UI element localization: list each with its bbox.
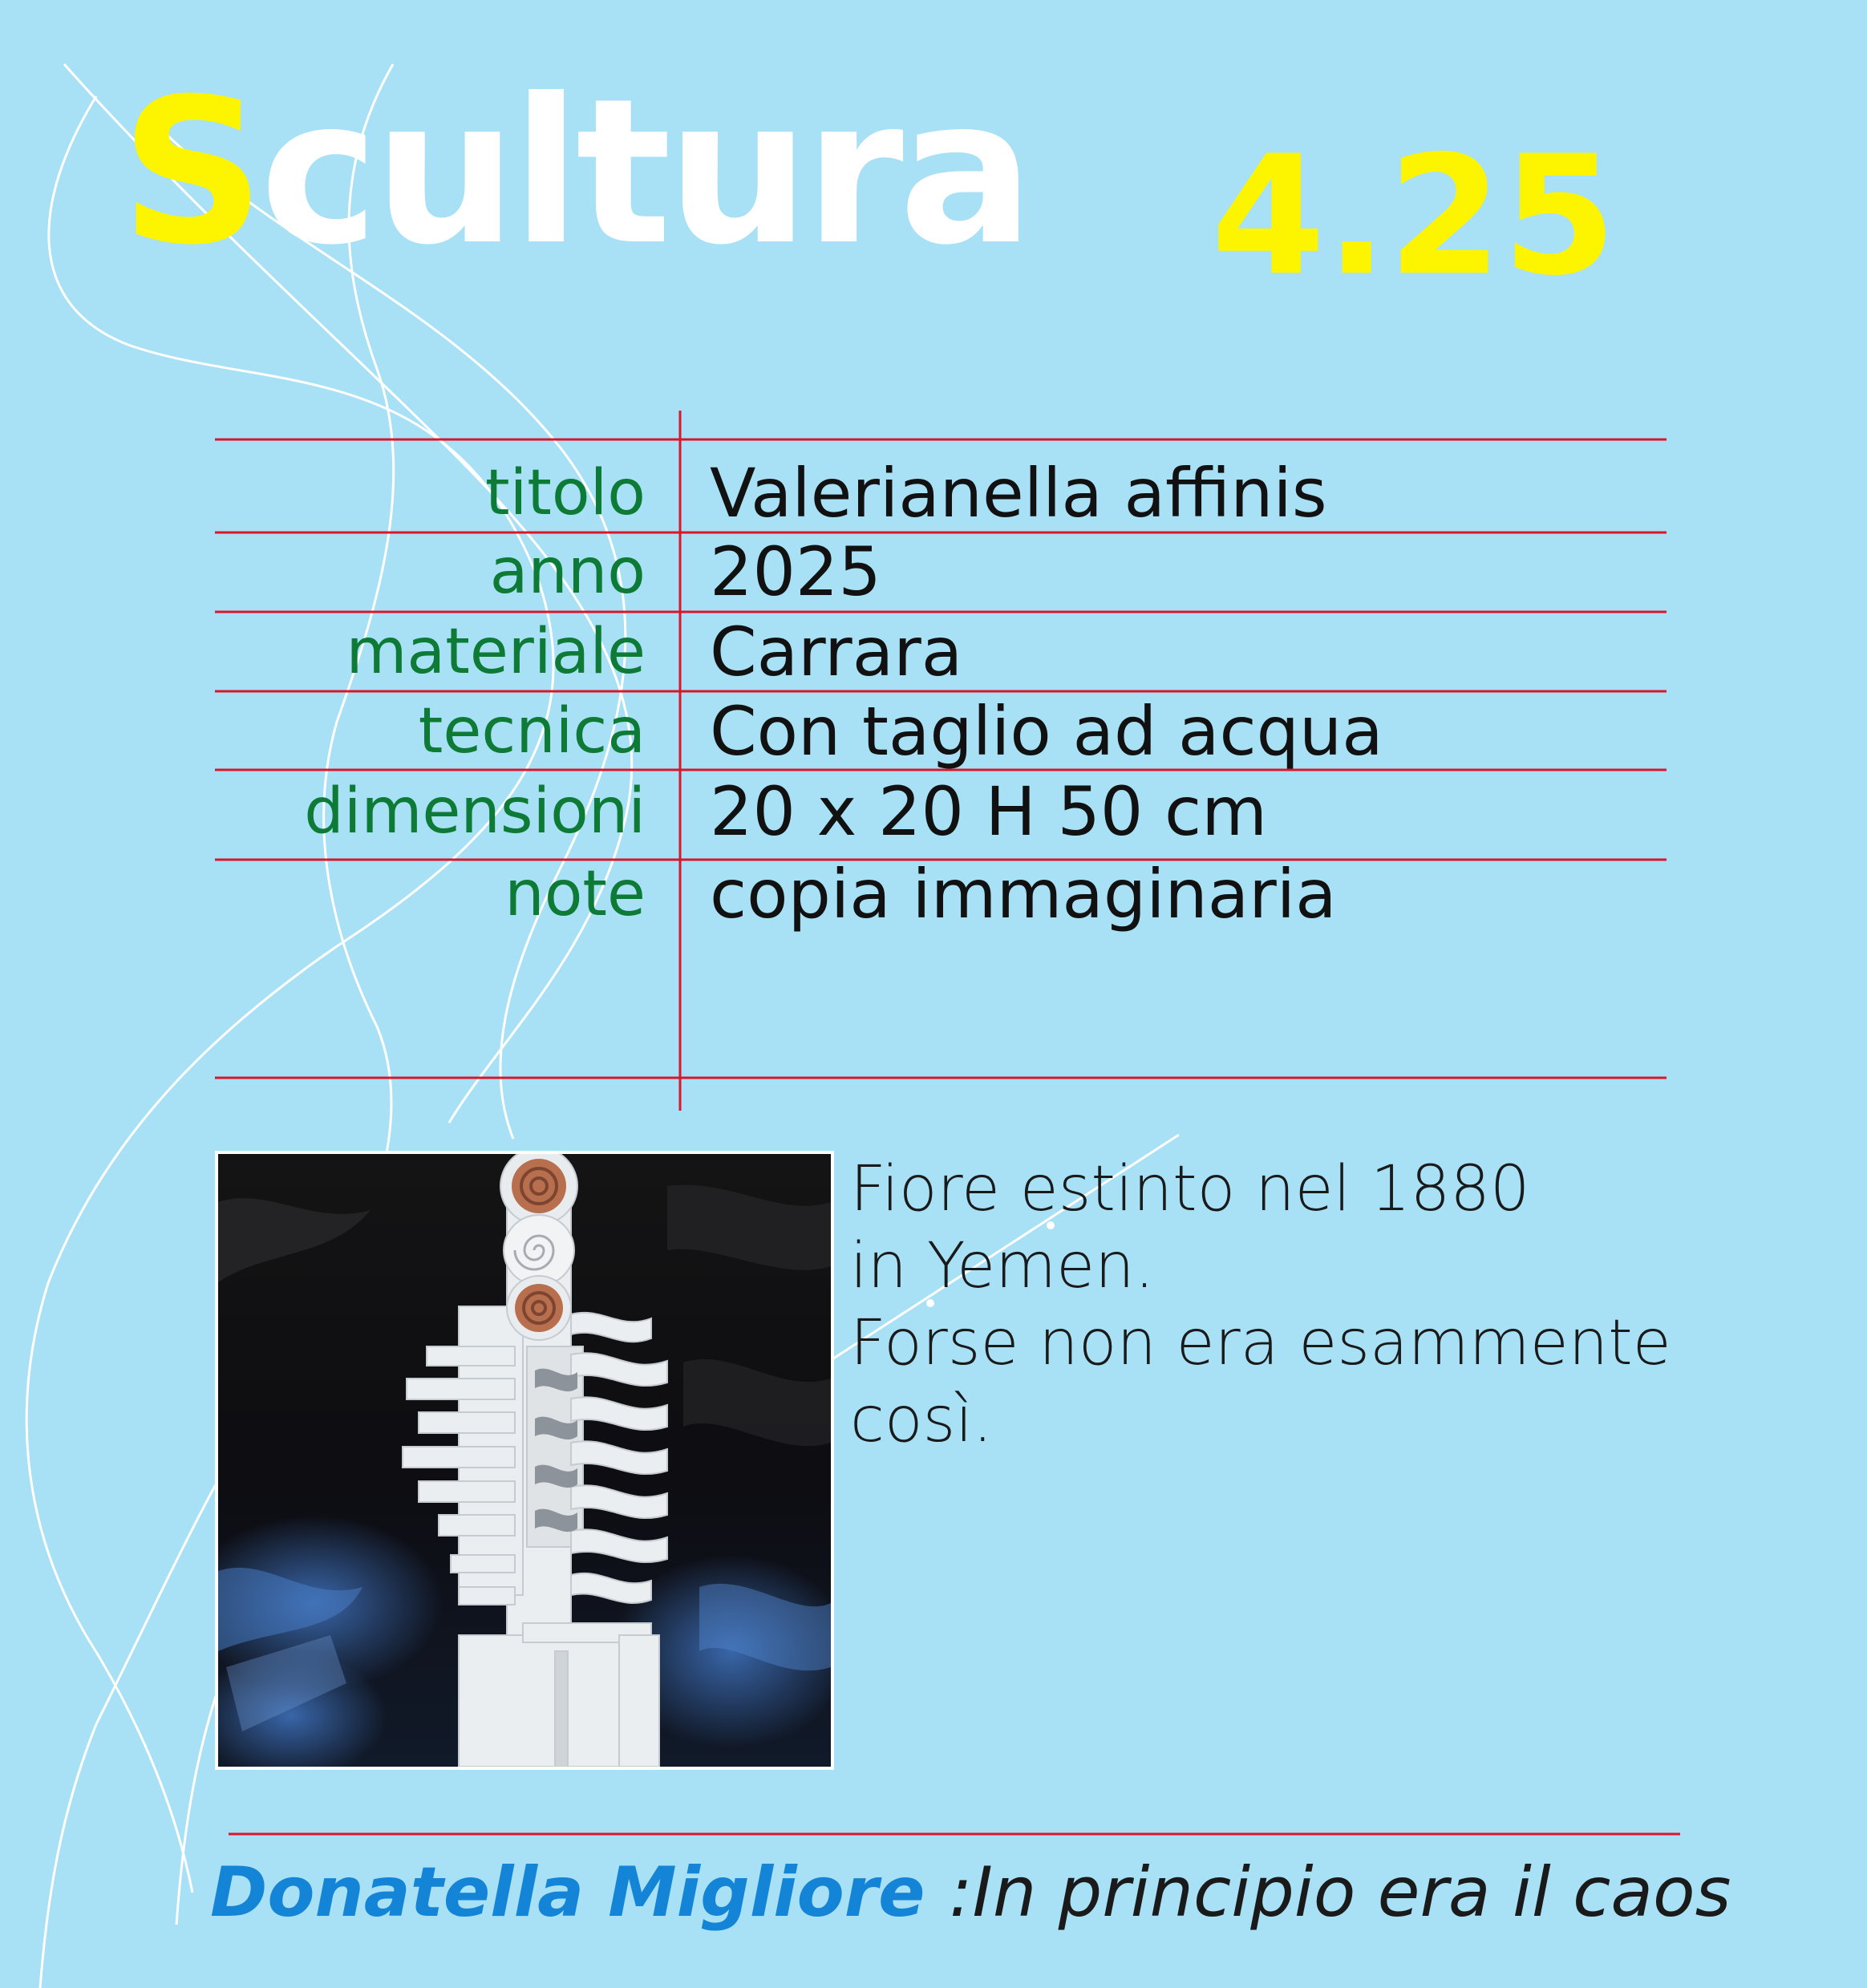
title-rest: cultura (260, 55, 1030, 289)
spec-value: 20 x 20 H 50 cm (710, 772, 1268, 851)
author-name: Donatella Migliore (210, 1852, 925, 1933)
description-line: così. (850, 1384, 993, 1456)
spec-value: 2025 (710, 532, 881, 611)
description-line: Forse non era esammente (850, 1307, 1671, 1379)
page-title (120, 52, 1029, 293)
issue-number: 4.25 (1211, 121, 1617, 312)
spec-value: copia immaginaria (710, 855, 1337, 933)
exhibition-subtitle: :In principio era il caos (949, 1852, 1731, 1933)
sculpture-photo (215, 1151, 834, 1770)
spec-label: tecnica (418, 695, 646, 767)
spec-label: dimensioni (304, 775, 646, 848)
spec-value: Valerianella affinis (710, 454, 1327, 532)
spec-label: materiale (346, 616, 646, 688)
spec-value: Carrara (710, 613, 963, 691)
spec-label: anno (489, 536, 646, 608)
sculpture-illustration (218, 1154, 831, 1767)
footer (210, 1844, 1731, 1941)
description-line: Fiore estinto nel 1880 (850, 1153, 1530, 1225)
spec-label: titolo (485, 457, 646, 529)
title-initial: S (120, 55, 261, 289)
description-line: in Yemen. (850, 1230, 1155, 1302)
description (850, 1151, 1853, 1459)
spec-label: note (504, 858, 646, 930)
spec-value: Con taglio ad acqua (710, 692, 1383, 771)
